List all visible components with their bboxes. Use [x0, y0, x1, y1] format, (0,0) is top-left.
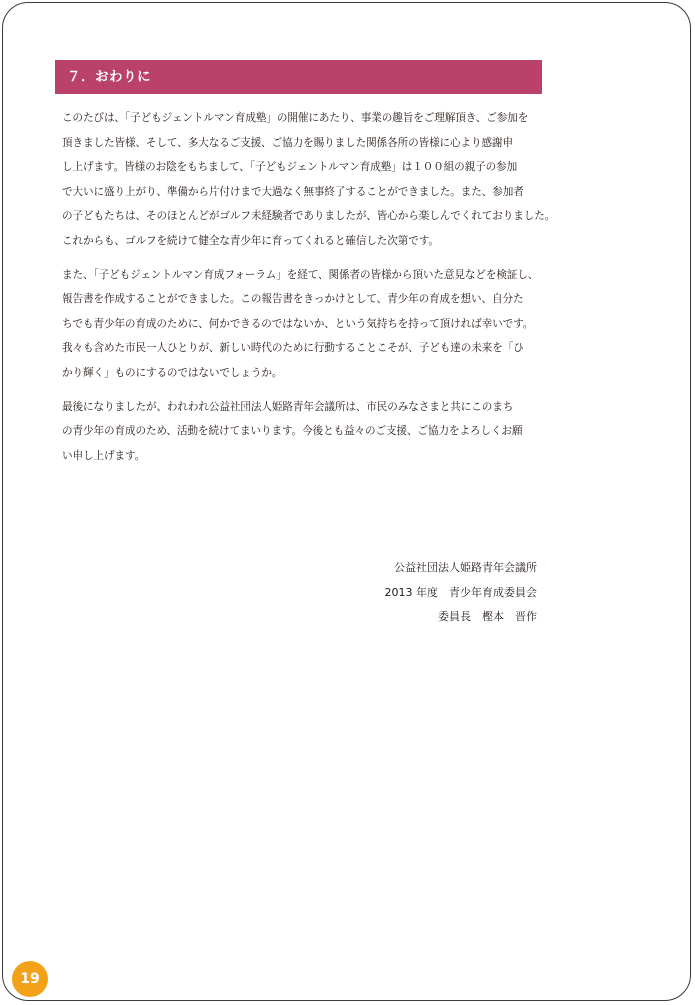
- text-line: で大いに盛り上がり、準備から片付けまで大過なく無事終了することができました。また、参加者: [62, 185, 524, 198]
- text-line: の青少年の育成のため、活動を続けてまいります。今後とも益々のご支援、ご協力をよろしくお願: [62, 425, 523, 438]
- paragraph-2: [62, 263, 552, 386]
- page-number-badge: 19: [12, 961, 48, 997]
- paragraph-3: [62, 395, 552, 469]
- text-line: の子どもたちは、そのほとんどがゴルフ未経験者でありましたが、皆心から楽しんでくれておりました。: [62, 210, 556, 223]
- text-line: かり輝く」ものにするのではないでしょうか。: [62, 366, 283, 379]
- signature-chair: 委員長 樫本 晋作: [438, 610, 537, 623]
- section-heading: ７．おわりに: [55, 60, 542, 94]
- text-line: 頂きました皆様、そして、多大なるご支援、ご協力を賜りました関係各所の皆様に心より感謝申: [62, 136, 514, 149]
- text-line: 報告書を作成することができました。この報告書をきっかけとして、青少年の育成を想い、自分た: [62, 293, 524, 306]
- signature-organization: 公益社団法人姫路青年会議所: [394, 561, 537, 574]
- signature-committee: 2013 年度 青少年育成委員会: [384, 585, 537, 599]
- text-line: し上げます。皆様のお陰をもちまして、「子どもジェントルマン育成塾」は１００組の親子の参加: [62, 161, 518, 174]
- signature-block: [385, 556, 538, 630]
- text-line: このたびは、「子どもジェントルマン育成塾」の開催にあたり、事業の趣旨をご理解頂き、ご参加を: [62, 112, 529, 124]
- text-line: 最後になりましたが、われわれ公益社団法人姫路青年会議所は、市民のみなさまと共にこのまち: [62, 400, 514, 413]
- text-line: また、「子どもジェントルマン育成フォーラム」を経て、関係者の皆様から頂いた意見などを検証し、: [62, 268, 539, 281]
- text-line: これからも、ゴルフを続けて健全な青少年に育ってくれると確信した次第です。: [62, 234, 439, 247]
- text-line: 我々も含めた市民一人ひとりが、新しい時代のために行動することこそが、子ども達の未来を「ひ: [62, 342, 524, 355]
- paragraph-1: [62, 106, 556, 254]
- body-text: [62, 106, 556, 477]
- text-line: ちでも青少年の育成のために、何かできるのではないか、という気持ちを持って頂ければ幸いです。: [62, 317, 534, 330]
- text-line: い申し上げます。: [62, 449, 146, 462]
